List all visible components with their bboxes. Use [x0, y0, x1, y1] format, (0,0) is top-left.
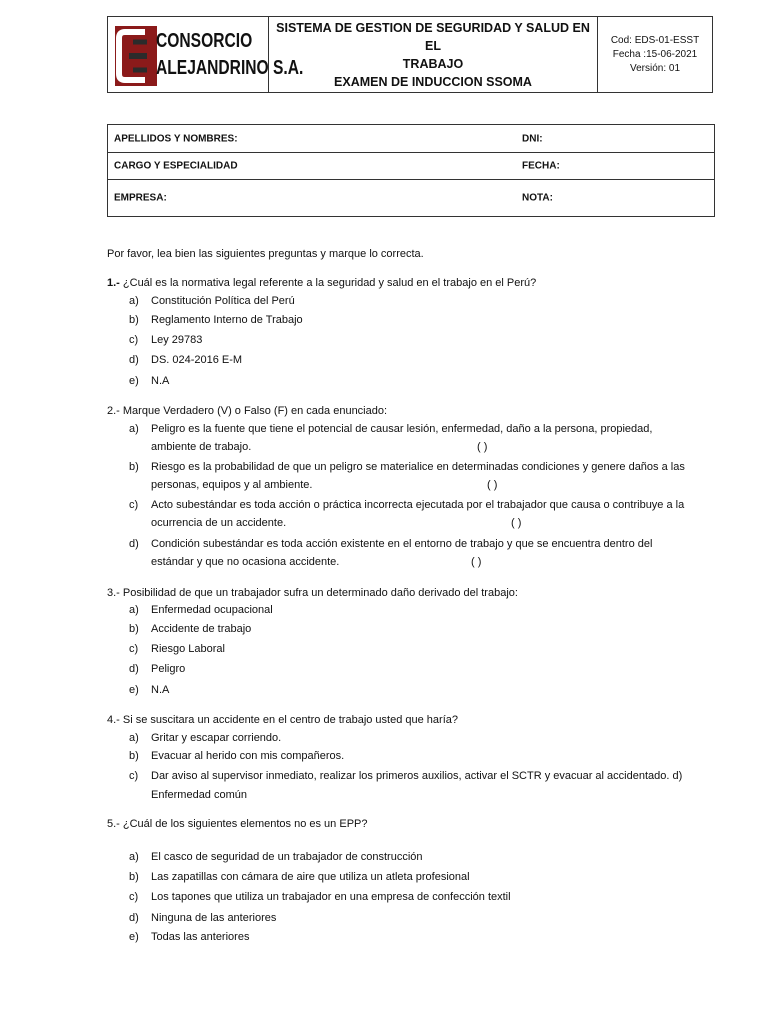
question-5: 5.- ¿Cuál de los siguientes elementos no es un EPP? [107, 818, 368, 830]
nota-label: NOTA: [522, 192, 553, 204]
question-1-number: 1.- [107, 277, 120, 289]
document-meta [598, 17, 712, 92]
student-info-table [107, 124, 715, 217]
title-line-2: TRABAJO [402, 56, 464, 71]
company-logo [108, 17, 304, 92]
info-row-position [108, 153, 714, 180]
logo-line-1: CONSORCIO [156, 30, 253, 52]
info-row-names [108, 125, 714, 153]
answer-blank: ( ) [471, 556, 482, 568]
logo-line-2: ALEJANDRINO S.A. [156, 57, 304, 79]
apellidos-label: APELLIDOS Y NOMBRES: [114, 133, 238, 144]
document-version: Versión: 01 [629, 62, 681, 74]
consorcio-logo-icon [115, 26, 157, 86]
instructions: Por favor, lea bien las siguientes preguntas y marque lo correcta. [107, 248, 424, 260]
document-header [107, 16, 713, 93]
answer-blank: ( ) [511, 517, 522, 529]
document-date: Fecha :15-06-2021 [612, 48, 698, 60]
dni-label: DNI: [522, 133, 543, 144]
title-line-3: EXAMEN DE INDUCCION SSOMA [334, 74, 532, 89]
question-1 [107, 277, 536, 289]
answer-blank: ( ) [487, 479, 498, 491]
title-line-1: SISTEMA DE GESTION DE SEGURIDAD Y SALUD EN EL [276, 20, 590, 53]
answer-blank: ( ) [477, 441, 488, 453]
question-3: 3.- Posibilidad de que un trabajador sufra un determinado daño derivado del trabajo: [107, 587, 518, 599]
question-4: 4.- Si se suscitara un accidente en el centro de trabajo usted que haría? [107, 714, 458, 726]
fecha-label: FECHA: [522, 160, 560, 172]
question-1-text: ¿Cuál es la normativa legal referente a la seguridad y salud en el trabajo en el Perú? [119, 277, 537, 289]
question-2: 2.- Marque Verdadero (V) o Falso (F) en cada enunciado: [107, 405, 388, 417]
document-title [269, 17, 598, 92]
empresa-label: EMPRESA: [114, 192, 167, 204]
info-row-company [108, 180, 714, 216]
cargo-label: CARGO Y ESPECIALIDAD [114, 160, 238, 172]
document-code: Cod: EDS-01-ESST [610, 34, 700, 46]
